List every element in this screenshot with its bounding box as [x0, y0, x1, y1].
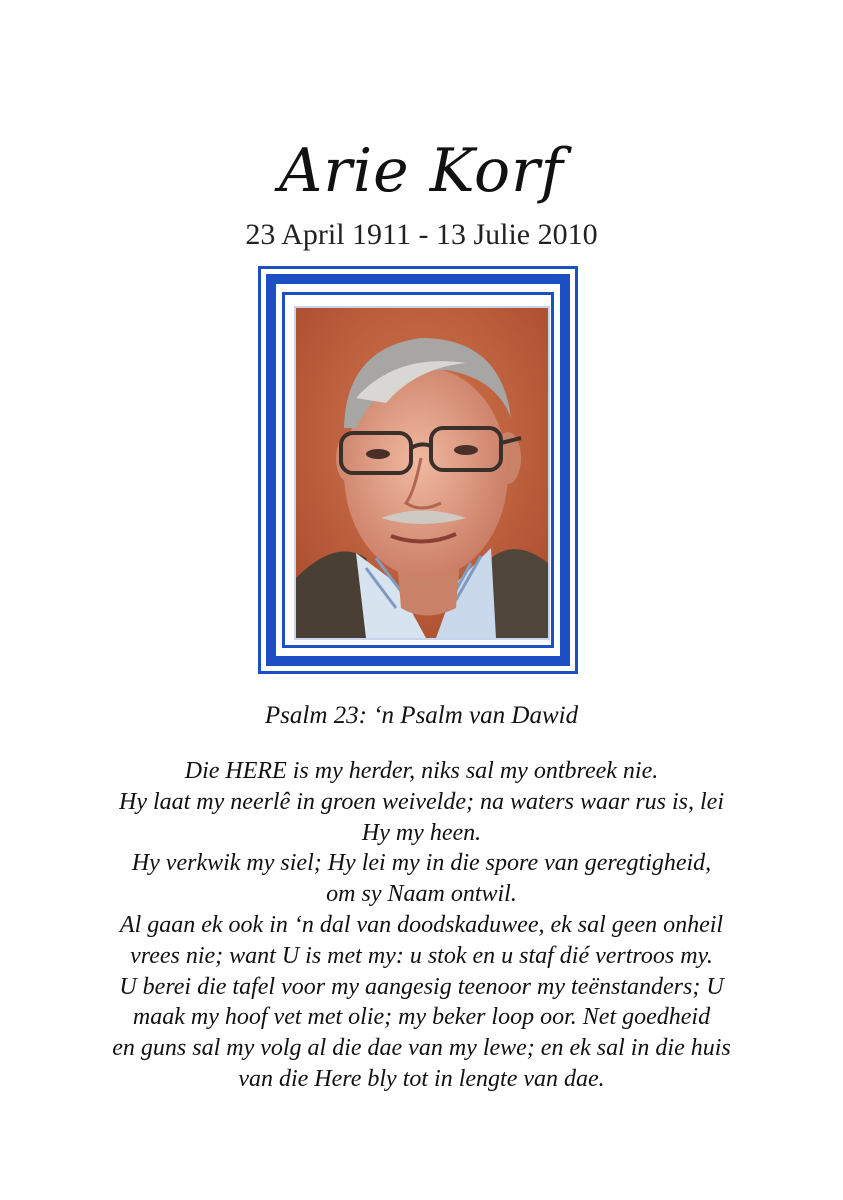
psalm-line: Die HERE is my herder, niks sal my ontbreek nie.	[184, 758, 659, 784]
psalm-line: Hy my heen.	[361, 819, 482, 846]
life-dates: 23 April 1911 - 13 Julie 2010	[245, 218, 598, 251]
psalm-line: en guns sal my volg al die dae van my lewe; en ek sal in die huis	[112, 1035, 731, 1062]
psalm-line: om sy Naam ontwil.	[326, 881, 517, 908]
psalm-line: van die Here bly tot in lengte van dae.	[238, 1065, 605, 1092]
portrait-photo	[294, 306, 550, 640]
psalm-line: Hy verkwik my siel; Hy lei my in die spore van geregtigheid,	[131, 850, 712, 877]
photo-frame	[258, 266, 578, 674]
psalm-line: Hy laat my neerlê in groen weivelde; na waters waar rus is, lei	[118, 788, 724, 815]
deceased-name: Arie Korf	[278, 136, 564, 206]
psalm-line: maak my hoof vet met olie; my beker loop oor. Net goedheid	[132, 1004, 711, 1031]
psalm-text	[50, 756, 793, 1095]
psalm-line: vrees nie; want U is met my: u stok en u staf dié vertroos my.	[130, 942, 713, 969]
psalm-line: Al gaan ek ook in ‘n dal van doodskaduwee, ek sal geen onheil	[119, 911, 724, 938]
psalm-line: U berei die tafel voor my aangesig teenoor my teënstanders; U	[119, 973, 724, 1000]
psalm-title: Psalm 23: ‘n Psalm van Dawid	[264, 702, 579, 729]
